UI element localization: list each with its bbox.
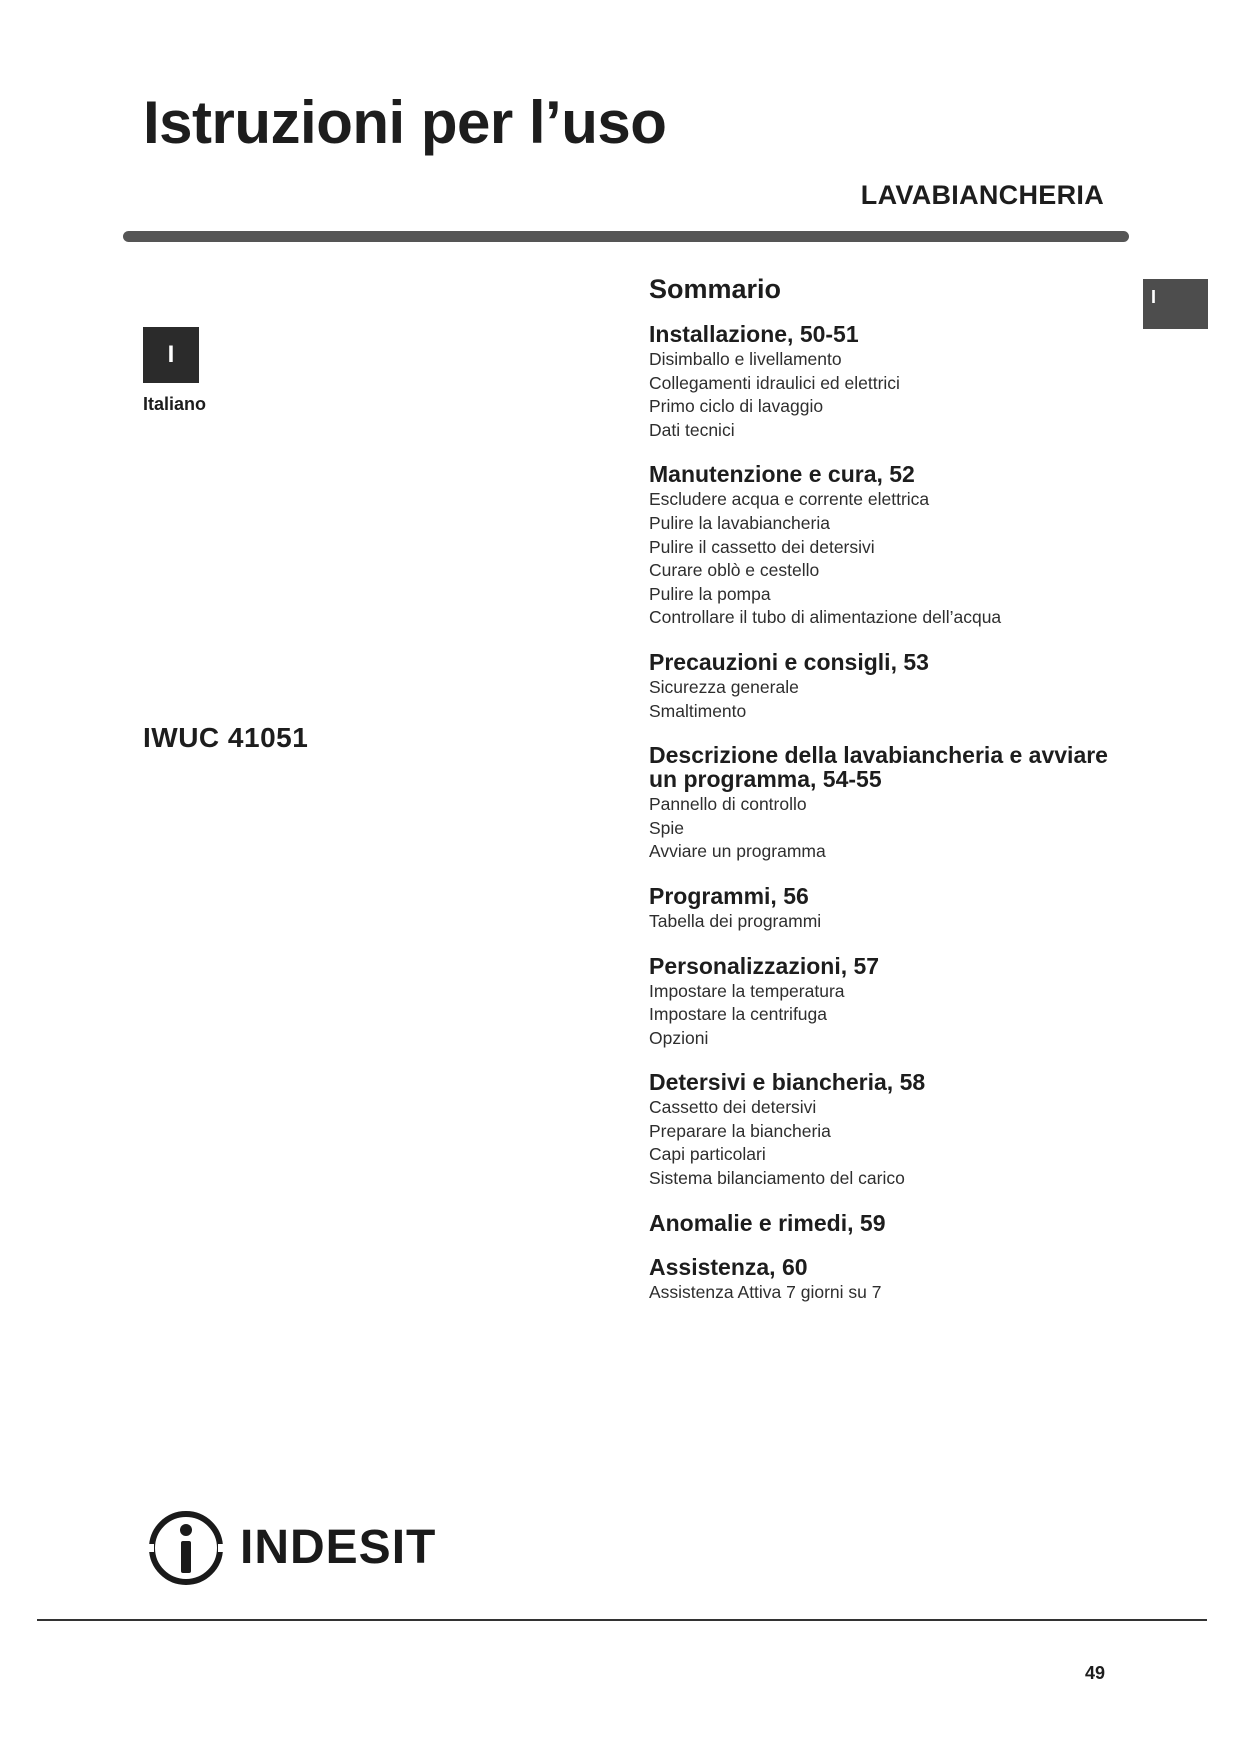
language-label: Italiano: [143, 394, 207, 414]
toc-item: Sistema bilanciamento del carico: [649, 1168, 905, 1189]
toc-item: Spie: [649, 817, 685, 838]
toc-section-heading: Descrizione della lavabiancheria e avviare un programma, 54-55: [649, 742, 1108, 793]
page-number: 49: [1084, 1663, 1105, 1683]
toc-item: Pulire la lavabiancheria: [649, 512, 830, 533]
toc-item: Tabella dei programmi: [649, 910, 822, 931]
toc-item: Capi particolari: [649, 1144, 766, 1165]
table-of-contents: [649, 272, 1119, 1324]
language-badge: I: [143, 327, 199, 383]
toc-sections: [649, 322, 1119, 1304]
toc-section-heading: Assistenza, 60: [649, 1253, 808, 1280]
toc-item: Opzioni: [649, 1027, 709, 1048]
toc-section: [649, 1211, 1119, 1235]
language-edge-tab: I: [1143, 279, 1208, 329]
toc-item: Disimballo e livellamento: [649, 349, 842, 369]
toc-item: Dati tecnici: [649, 419, 735, 440]
brand-logo: [146, 1508, 436, 1588]
toc-item: Collegamenti idraulici ed elettrici: [649, 372, 900, 393]
page-title: Istruzioni per l’uso: [143, 89, 667, 156]
toc-section-heading: Programmi, 56: [649, 882, 809, 909]
toc-item: Escludere acqua e corrente elettrica: [649, 489, 930, 510]
toc-item: Cassetto dei detersivi: [649, 1097, 817, 1118]
toc-section: [649, 884, 1119, 934]
toc-item: Assistenza Attiva 7 giorni su 7: [649, 1281, 882, 1302]
toc-item: Impostare la temperatura: [649, 980, 845, 1001]
toc-item: Pannello di controllo: [649, 794, 807, 815]
product-category: LAVABIANCHERIA: [860, 180, 1104, 210]
toc-section-heading: Manutenzione e cura, 52: [649, 461, 915, 488]
footer-divider: [37, 1619, 1207, 1621]
toc-section-heading: Detersivi e biancheria, 58: [649, 1069, 926, 1096]
toc-item: Pulire la pompa: [649, 583, 771, 604]
toc-section-heading: Precauzioni e consigli, 53: [649, 648, 929, 675]
toc-section: [649, 650, 1119, 723]
toc-item: Avviare un programma: [649, 841, 826, 862]
toc-section: [649, 462, 1119, 630]
toc-section-heading: Installazione, 50-51: [649, 321, 859, 347]
toc-section: [649, 1070, 1119, 1190]
toc-item: Pulire il cassetto dei detersivi: [649, 536, 875, 557]
toc-item: Preparare la biancheria: [649, 1120, 831, 1141]
info-circle-logo-icon: [146, 1508, 226, 1588]
header-divider: [123, 231, 1129, 242]
toc-item: Primo ciclo di lavaggio: [649, 396, 824, 417]
toc-item: Sicurezza generale: [649, 676, 799, 697]
model-number: IWUC 41051: [143, 722, 309, 753]
toc-item: Impostare la centrifuga: [649, 1004, 828, 1025]
toc-item: Controllare il tubo di alimentazione dell’acqua: [649, 607, 1002, 628]
toc-section-heading: Personalizzazioni, 57: [649, 952, 880, 979]
toc-item: Curare oblò e cestello: [649, 560, 820, 581]
toc-item: Smaltimento: [649, 700, 747, 721]
brand-name: INDESIT: [240, 1521, 437, 1574]
toc-section: [649, 322, 1119, 442]
toc-section: [649, 743, 1119, 864]
toc-section-heading: Anomalie e rimedi, 59: [649, 1209, 886, 1236]
toc-section: [649, 954, 1119, 1051]
toc-title: Sommario: [649, 274, 782, 304]
toc-section: [649, 1255, 1119, 1305]
